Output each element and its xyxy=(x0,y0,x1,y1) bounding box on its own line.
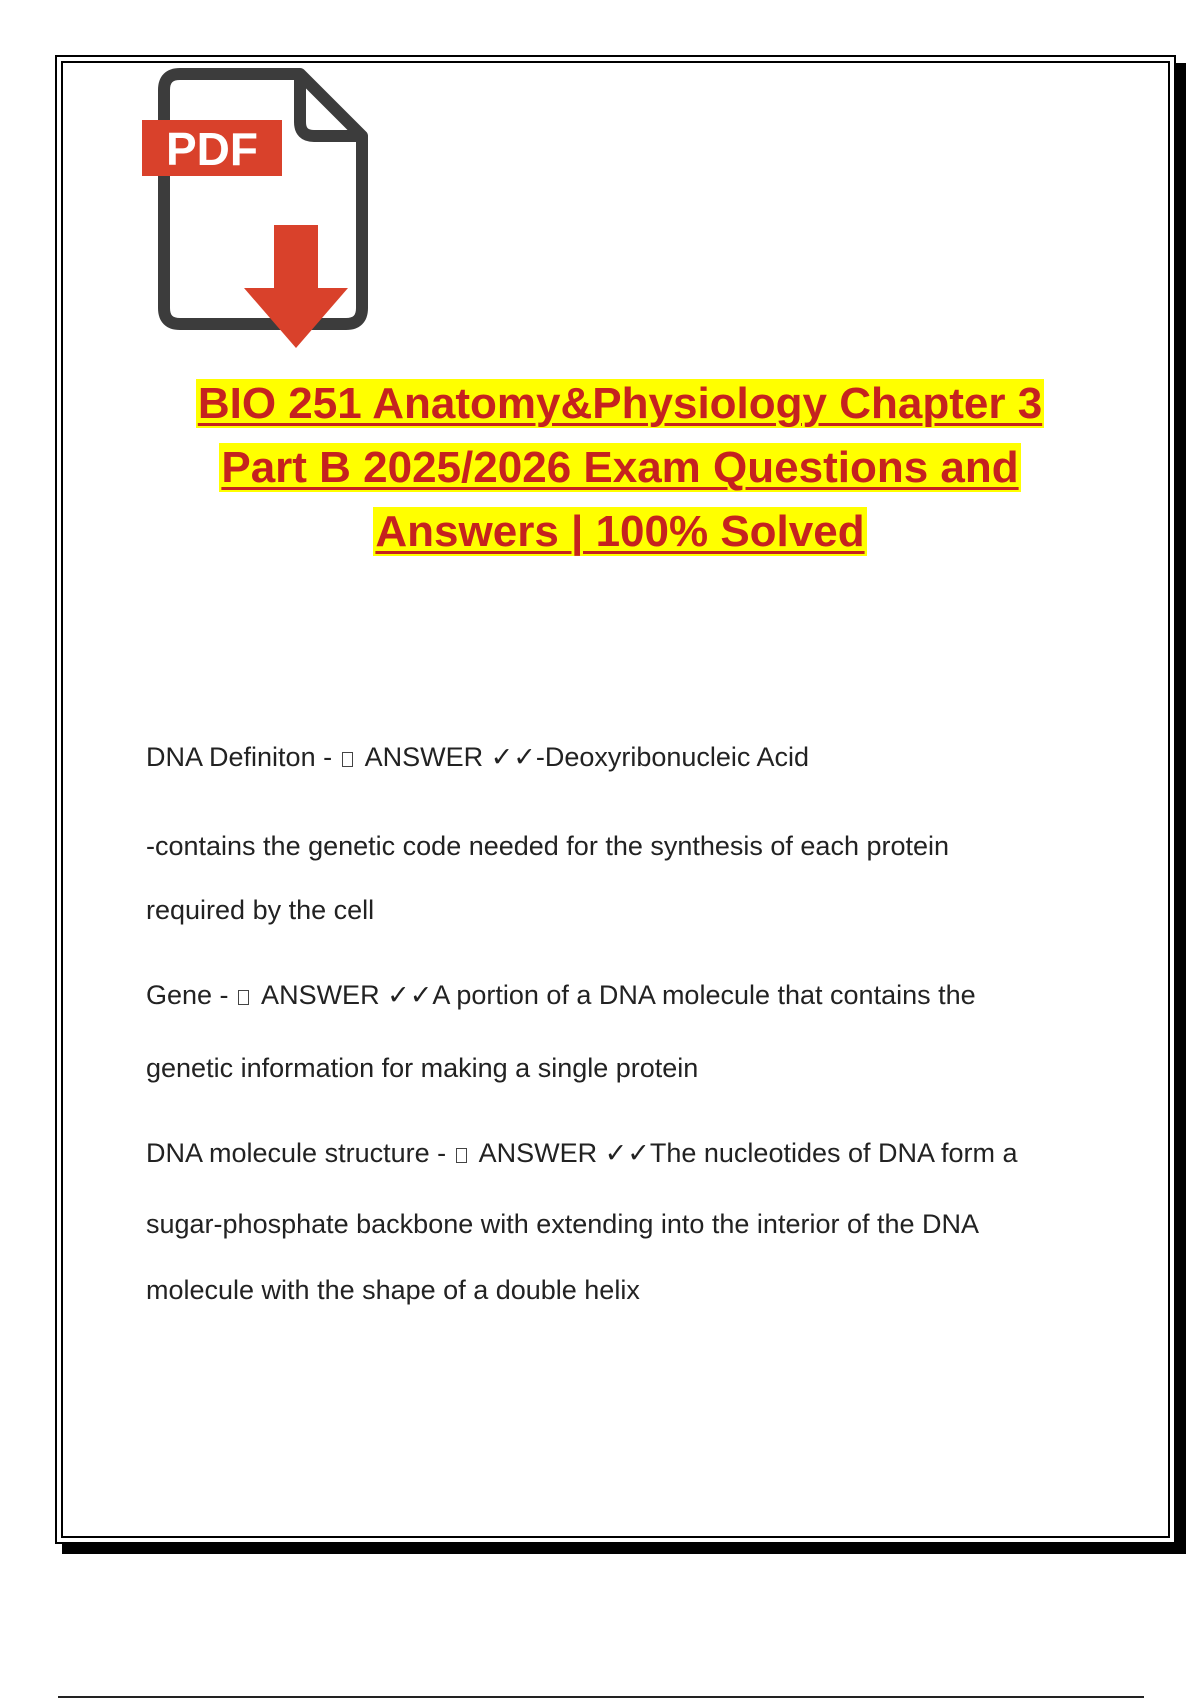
arrow-shaft xyxy=(274,225,318,293)
title-line-3: Answers | 100% Solved xyxy=(375,507,865,556)
pdf-badge-label: PDF xyxy=(166,123,258,175)
pdf-download-icon xyxy=(140,68,400,378)
question-text: Gene - xyxy=(146,980,237,1010)
qa-dna-definition xyxy=(146,742,809,773)
question-text: DNA molecule structure - xyxy=(146,1138,454,1168)
page-bottom-rule xyxy=(58,1696,1144,1698)
missing-glyph-icon xyxy=(238,990,249,1005)
answer-text: ANSWER ✓✓-Deoxyribonucleic Acid xyxy=(358,742,809,772)
document-outline xyxy=(164,74,362,324)
answer-continuation: genetic information for making a single protein xyxy=(146,1053,699,1083)
answer-text: ANSWER ✓✓A portion of a DNA molecule that contains the xyxy=(255,980,976,1010)
missing-glyph-icon xyxy=(456,1148,467,1163)
question-text: DNA Definiton - xyxy=(146,742,340,772)
missing-glyph-icon xyxy=(342,752,353,767)
answer-text: ANSWER ✓✓The nucleotides of DNA form a xyxy=(472,1138,1018,1168)
document-title xyxy=(70,372,1170,564)
answer-continuation: sugar-phosphate backbone with extending into the interior of the DNA xyxy=(146,1209,980,1239)
title-line-2: Part B 2025/2026 Exam Questions and xyxy=(221,443,1019,492)
qa-dna-molecule-structure xyxy=(146,1138,1018,1169)
title-line-1: BIO 251 Anatomy&Physiology Chapter 3 xyxy=(197,379,1043,428)
qa-gene xyxy=(146,980,976,1011)
answer-continuation: required by the cell xyxy=(146,895,375,925)
answer-continuation: -contains the genetic code needed for the synthesis of each protein xyxy=(146,831,950,861)
answer-continuation: molecule with the shape of a double helix xyxy=(146,1275,640,1305)
